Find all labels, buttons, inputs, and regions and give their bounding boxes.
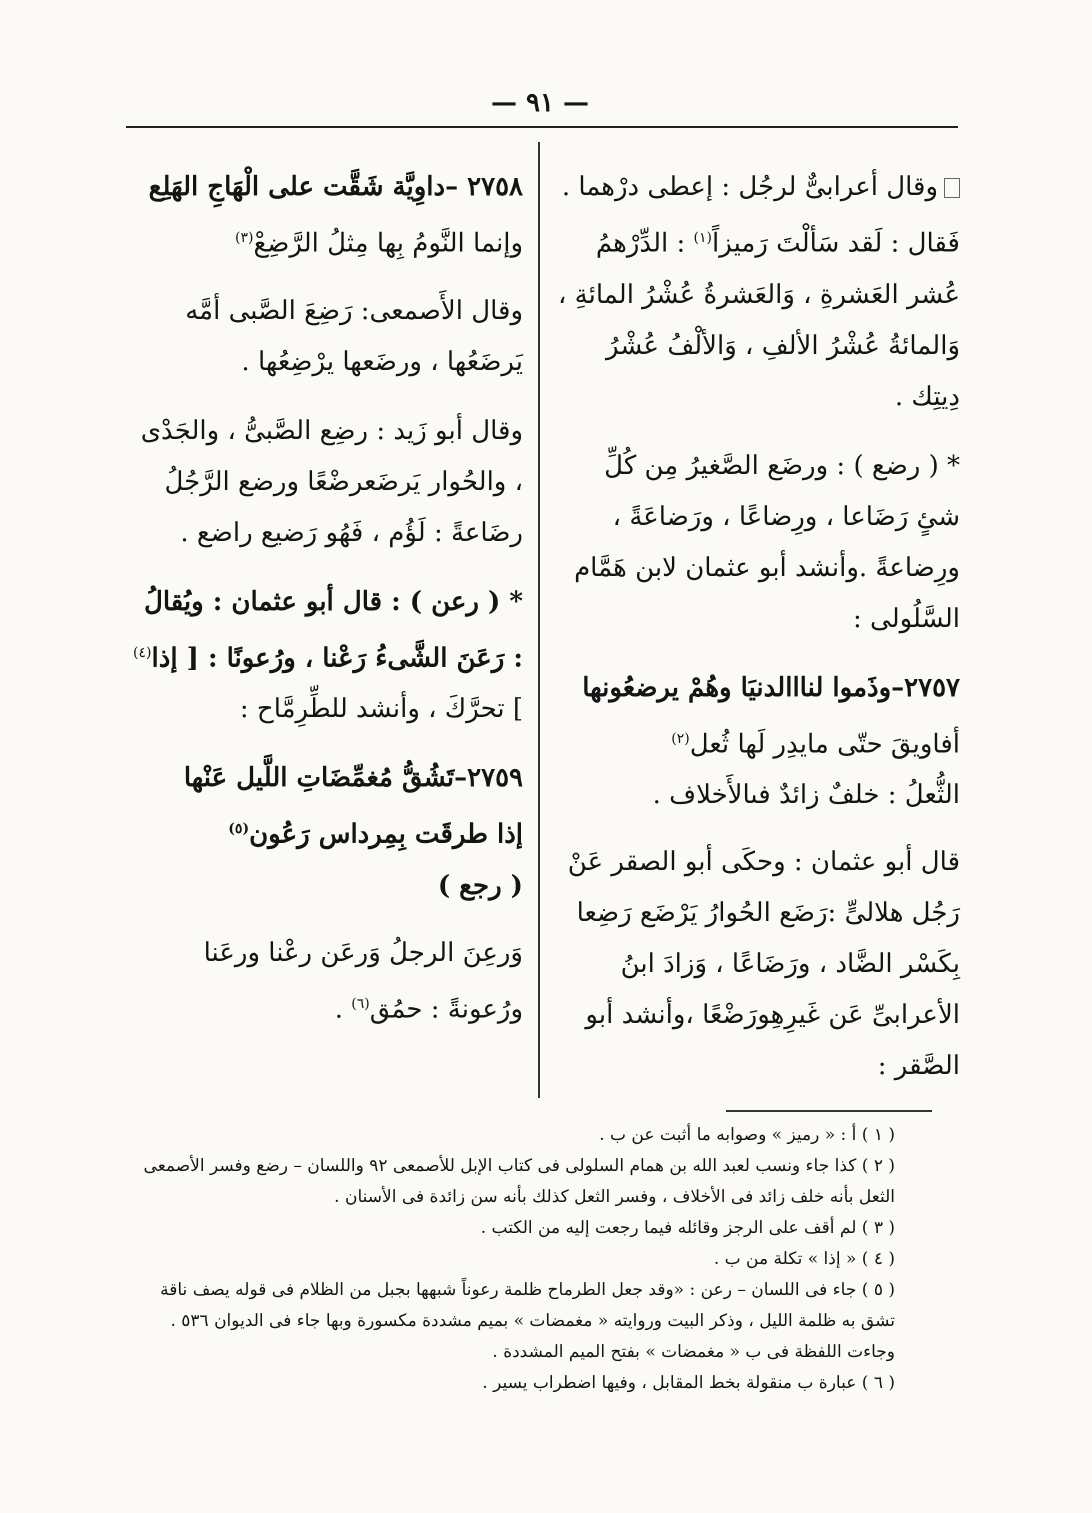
verse-2758 xyxy=(128,162,523,270)
footnote-5: ( ٥ ) جاء فى اللسان – رعن : «وقد جعل الطرماح ظلمة رعوناً شبهها بجبل من الظلام فى قوله يصف ناقة xyxy=(160,1280,895,1300)
heading-rajaa: ( رجع ) xyxy=(437,870,523,901)
footnote-3: ( ٣ ) لم أقف على الرجز وقائله فيما رجعت إليه من الكتب . xyxy=(480,1218,895,1238)
left-column xyxy=(128,162,523,1054)
header-rule xyxy=(126,126,958,128)
footnote-ref-3: (٣) xyxy=(234,230,254,246)
footnotes xyxy=(143,1120,895,1399)
paragraph-abu-saqr: قال أبو عثمان : وحكَى أبو الصقر عَنْ رَجُل هلالىٍّ :رَضَع الحُوارُ يَرْضَع رَضِعا بِكَسْر الضَّاد ، ورَضَاعًا ، وَزادَ ابنُ الأعرابىِّ عَن غَيرِهِورَضْعًا ،وأنشد أبو الصَّقر : xyxy=(567,847,960,1082)
footnote-6: ( ٦ ) عبارة ب منقولة بخط المقابل ، وفيها اضطراب يسير . xyxy=(482,1373,895,1393)
paragraph-asmai: وقال الأَصمعى: رَضِعَ الصَّبى أمَّه يَرضَعُها ، ورضَعها يرْضِعُها . xyxy=(185,295,523,377)
footnote-2-cont: الثعل بأنه خلف زائد فى الأخلاف ، وفسر الثعل كذلك بأنه سن زائدة فى الأسنان . xyxy=(334,1187,895,1207)
paragraph-abu-zaid: وقال أبو زَيد : رضِع الصَّبىُّ ، والجَدْى ، والحُوار يَرضَعرضْعًا ورضع الرَّجُلُ رضَاعةً : لَؤُم ، فَهُو رَضيع راضع . xyxy=(140,415,523,548)
gloss-thul: الثُّعلُ : خلفٌ زائدٌ فىالأَخلاف . xyxy=(652,780,960,811)
verse-2759 xyxy=(128,753,523,912)
verse-2758-line-1: ٢٧٥٨ –داوِيَّة شَقَّت على الْهَاجِ الهَلِع xyxy=(148,172,523,202)
verse-2757 xyxy=(555,663,960,822)
entry-rada: * ( رضع ) : ورضَع الصَّغيرُ مِن كُلِّ شئٍ رَضَاعا ، ورِضاعًا ، ورَضاعَةً ، ورِضاعةً .وأنشد أبو عثمان لابن هَمَّام السَّلُولى : xyxy=(574,450,960,634)
verse-2757-line-1: ٢٧٥٧–وذَموا لنااالدنيَا وهُمْ يرضعُونها xyxy=(582,672,960,703)
paragraph-arabi: وقال أعرابىٌّ لرجُل : إعطى درْهما . فَقال : لَقد سَألْتَ رَميزاً$^{(١)}$ : الدِّرْهمُ عُشر العَشرةِ ، وَالعَشرةُ عُشْرُ المائةِ ، وَالمائةُ عُشْرُ الألفِ ، وَالألْفُ عُشْرُ دِيتِك . xyxy=(557,172,960,412)
footnote-ref-5: (٥) xyxy=(228,821,250,838)
footnote-ref-4: (٤) xyxy=(133,644,152,661)
footnote-1: ( ١ ) أ : « رميز » وصوابه ما أثبت عن ب . xyxy=(599,1125,895,1145)
footnote-5-cont: تشق به ظلمة الليل ، وذكر البيت وروايته « مغمضات » بميم مشددة مكسورة وبها جاء فى الديوان ٥٣٦ . xyxy=(170,1311,895,1331)
footnote-ref-2: (٢) xyxy=(671,730,690,747)
verse-2757-line-2: أفاويقَ حتّى مايدِر لَها ثُعل$^{(٢)}$ xyxy=(671,729,960,760)
footnote-5-cont-2: وجاءت اللفظة فى ب « مغمضات » بفتح الميم المشددة . xyxy=(492,1342,895,1362)
margin-bracket-icon xyxy=(944,178,960,198)
verse-2759-line-1: ٢٧٥٩–تَشُقُّ مُغمِّضَاتِ اللَّيل عَنْها xyxy=(183,763,523,794)
entry-raan: * ( رعن ) : قال أبو عثمان : ويُقالُ : رَعَنَ الشَّىءُ رَعْنا ، ورُعونًا : [ إذا$^{(٤)}$ ] تحرَّكَ ، وأنشد للطِّرِمَّاح : xyxy=(133,586,523,725)
footnote-2: ( ٢ ) كذا جاء ونسب لعبد الله بن همام السلولى فى كتاب الإبل للأصمعى ٩٢ واللسان – رضع وفسر الأصمعى xyxy=(143,1156,895,1176)
verse-2758-line-2: وإنما النَّومُ بِها مِثلُ الرَّضِعْ$^{(٣)}$ xyxy=(234,228,523,259)
column-divider xyxy=(538,142,540,1098)
verse-2759-line-2: إذا طرقَت بِمِرداس رَعُون$^{(٥)}$ xyxy=(228,819,523,850)
footnote-ref-6: (٦) xyxy=(351,995,370,1012)
page-number: — ٩١ — xyxy=(490,88,590,118)
paragraph-raina: وَرعِنَ الرجلُ وَرعَن رعْنا ورعَنا ورُعونةً : حمُق$^{(٦)}$ . xyxy=(203,937,523,1025)
footnote-ref-1: (١) xyxy=(693,230,712,246)
right-column xyxy=(555,162,960,1110)
footnote-4: ( ٤ ) « إذا » تكلة من ب . xyxy=(713,1249,895,1269)
paragraph-dirham: الدِّرْهمُ عُشر العَشرةِ ، وَالعَشرةُ عُشْرُ المائةِ ، وَالمائةُ عُشْرُ الألفِ ، وَالألْفُ عُشْرُ دِيتِك . xyxy=(557,228,960,412)
footnote-rule xyxy=(726,1110,932,1112)
